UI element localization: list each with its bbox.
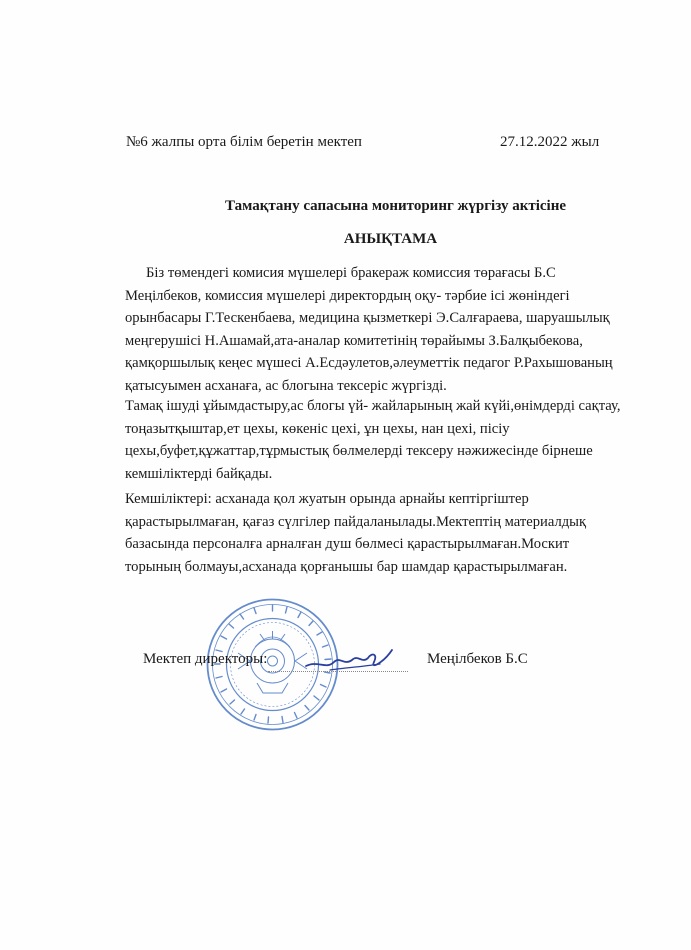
document-heading: АНЫҚТАМА xyxy=(343,231,438,247)
paragraph-commission: Біз төмендегі комисия мүшелері бракераж комиссия төрағасы Б.С Меңілбеков, комиссия мүшелері директордың оқу- тәрбие ісі жөніндегі орынбасары Г.Тескенбаева, медицина қызметкері Э.Салғараева, шаруашылық меңгерушісі Н.Ашамай,ата-аналар комитетінің төрайымы З.Балқыбекова, қамқоршылық кеңес мүшесі А.Есдәулетов,әлеуметтік педагог Р.Рахышованың қатысуымен асханаға, ас блогына тексеріс жүргізді. xyxy=(125,265,613,394)
paragraph-shortcomings: Кемшіліктері: асханада қол жуатын орында арнайы кептіргіштер қарастырылмаған, қағаз сүлгілер пайдаланылады.Мектептің материалдық базасында персоналға арналған душ бөлмесі қарастырылмаған.Москит торының болмауы,асханада қорғанышы бар шамдар қарастырылмаған. xyxy=(125,491,587,575)
director-name: Меңілбеков Б.С xyxy=(427,651,528,667)
director-label: Мектеп директоры: xyxy=(143,651,268,667)
paragraph-inspection: Тамақ ішуді ұйымдастыру,ас блогы үй- жайларының жай күйі,өнімдерді сақтау, тоңазытқыштар,ет цехы, көкеніс цехі, ұн цехы, нан цехі, пісіу цехы,буфет,құжаттар,тұрмыстық бөлмелерді тексеру нәжижесінде бірнеше кемшіліктерді байқады. xyxy=(125,398,621,482)
handwritten-signature-icon xyxy=(300,640,400,680)
document-date: 27.12.2022 жыл xyxy=(500,134,600,150)
document-title: Тамақтану сапасына мониторинг жүргізу актісіне xyxy=(224,198,566,214)
school-name: №6 жалпы орта білім беретін мектеп xyxy=(126,134,362,150)
